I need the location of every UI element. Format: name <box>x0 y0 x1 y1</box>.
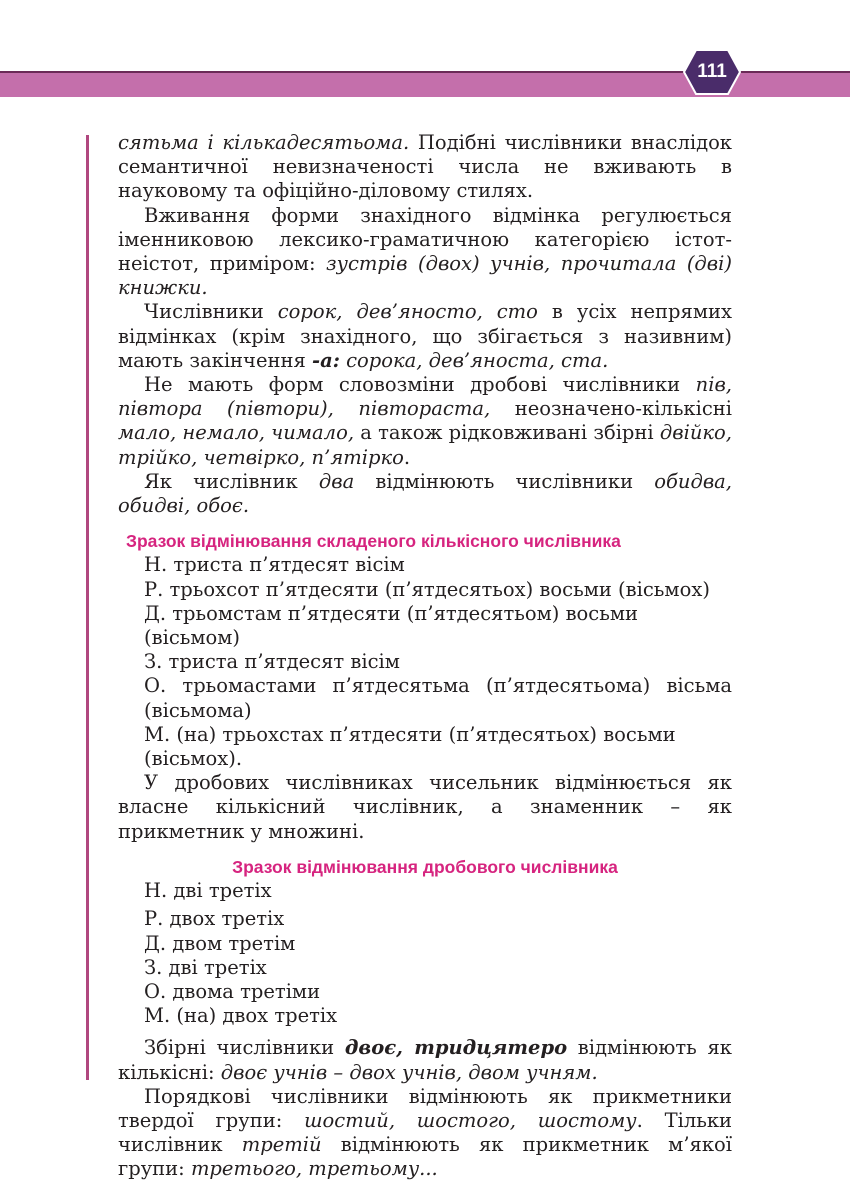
text: в усіх непрямих відмінках (крім знахідного, що збігається з називним) мають закінчення <box>118 300 732 372</box>
text: Вживання форми знахідного відмінка регулюється іменниковою лексико-граматичною категорією істот-неістот, приміром: <box>118 203 732 276</box>
text: а також рідковживані збірні <box>354 421 660 445</box>
section-heading-fractional: Зразок відмінювання дробового числівника <box>232 856 618 877</box>
text: відмінюють як кількісні: <box>118 1036 732 1084</box>
italic-text: третій <box>241 1133 322 1157</box>
paragraph-4 <box>118 373 732 470</box>
margin-rule <box>86 135 89 1080</box>
text: Порядкові числівники відмінюють як прикметники твердої групи: <box>118 1084 732 1132</box>
section-heading-compound: Зразок відмінювання складеного кількісного числівника <box>126 531 621 552</box>
case-row: Р. трьохсот п’ятдесяти (п’ятдесятьох) восьми (вісьмох) <box>144 577 710 601</box>
text: неозначено-кількісні <box>490 397 733 421</box>
italic-text: двійко, трійко, четвірко, п’ятірко <box>118 421 732 469</box>
text: відмінюють як прикметник м’якої групи: <box>118 1133 733 1181</box>
text: Збірні числівники <box>144 1036 345 1060</box>
case-row: Р. двох третіх <box>144 907 285 931</box>
case-row: Н. триста п’ятдесят вісім <box>144 553 405 577</box>
page-number-badge <box>682 48 742 96</box>
italic-text: шостий, шостого, шостому <box>304 1108 637 1132</box>
paragraph-2 <box>118 204 732 301</box>
case-row: Н. дві третіх <box>144 879 272 903</box>
paragraph-3 <box>118 300 732 373</box>
page-body <box>118 131 732 1182</box>
text: Подібні числівники внаслідок семантичної невизначеності числа не вживають в науковому та офіційно-діловому стилях. <box>118 131 732 203</box>
bold-italic-text: -а: <box>311 348 340 372</box>
italic-text: обидва, обидві, обоє. <box>118 469 732 518</box>
paragraph-5 <box>118 470 732 518</box>
text: Як числівник <box>144 469 319 493</box>
italic-text: третього, третьому... <box>190 1157 438 1181</box>
case-row: З. триста п’ятдесят вісім <box>144 650 400 674</box>
text: Не мають форм словозміни дробові числівники <box>144 373 696 397</box>
page-number: 111 <box>697 61 727 82</box>
italic-text: два <box>318 469 355 493</box>
case-row: О. двома третіми <box>144 979 321 1003</box>
case-row: Д. двом третім <box>144 931 296 955</box>
paragraph-1 <box>118 131 732 204</box>
paragraph-7 <box>118 1036 732 1084</box>
italic-text: двоє учнів – двох учнів, двом учням. <box>220 1060 598 1084</box>
italic-text: мало, немало, чимало, <box>118 421 355 445</box>
text: . Тільки числівник <box>118 1108 733 1157</box>
italic-text: зустрів (двох) учнів, прочитала (дві) книжки. <box>118 252 732 300</box>
italic-text: сятьма і кількадесятьома. <box>118 131 410 154</box>
case-row: Д. трьомстам п’ятдесяти (п’ятдесятьом) восьми (вісьмом) <box>144 601 638 650</box>
case-row: О. трьомастами п’ятдесятьма (п’ятдесятьома) вісьма (вісьмома) <box>144 674 732 722</box>
italic-text: пів, півтора (півтори), півтораста, <box>118 373 732 421</box>
italic-text: сорок, дев’яносто, сто <box>277 300 538 324</box>
case-row: М. (на) двох третіх <box>144 1004 338 1028</box>
bold-italic-text: двоє, тридцятеро <box>344 1036 568 1060</box>
paragraph-8 <box>118 1085 732 1182</box>
paragraph-6: У дробових числівниках чисельник відмінюється як власне кількісний числівник, а знаменник – як прикметник у множині. <box>118 771 732 843</box>
text: Числівники <box>144 300 278 324</box>
text: . <box>403 445 411 469</box>
case-row: З. дві третіх <box>144 955 267 979</box>
italic-text: сорока, дев’яноста, ста. <box>339 348 609 372</box>
case-row: М. (на) трьохстах п’ятдесяти (п’ятдесятьох) восьми (вісьмох). <box>144 722 676 771</box>
text: відмінюють числівники <box>354 469 655 493</box>
